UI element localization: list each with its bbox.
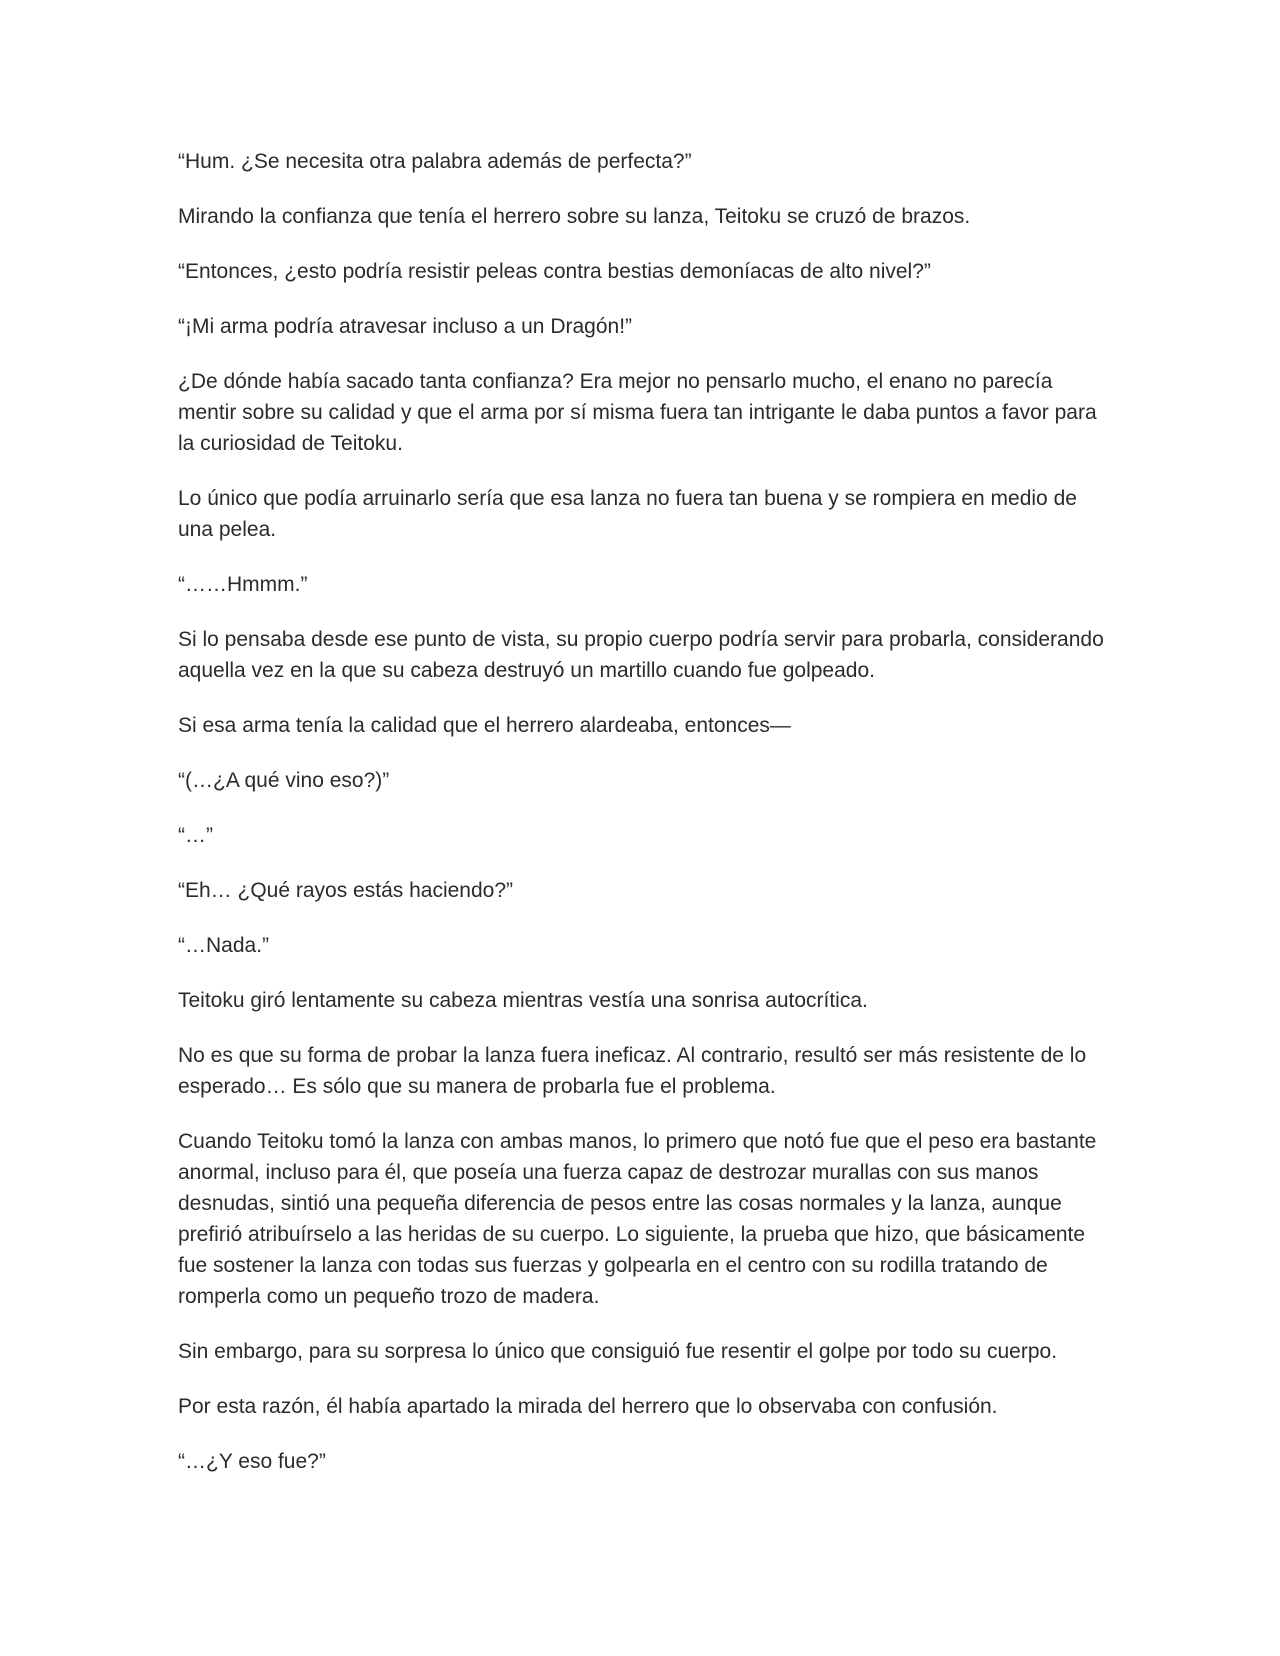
document-body [178,146,1108,1501]
paragraph: “(…¿A qué vino eso?)” [178,769,390,792]
paragraph: “…” [178,824,213,847]
paragraph: “…Nada.” [178,934,270,957]
paragraph: Teitoku giró lentamente su cabeza mientras vestía una sonrisa autocrítica. [178,989,868,1012]
paragraph: “Entonces, ¿esto podría resistir peleas contra bestias demoníacas de alto nivel?” [178,260,931,283]
paragraph: No es que su forma de probar la lanza fuera ineficaz. Al contrario, resultó ser más resistente de lo esperado… Es sólo que su manera de probarla fue el problema. [178,1044,1087,1098]
paragraph: ¿De dónde había sacado tanta confianza? Era mejor no pensarlo mucho, el enano no parecía mentir sobre su calidad y que el arma por sí misma fuera tan intrigante le daba puntos a favor para la curiosidad de Teitoku. [178,370,1097,455]
paragraph: “Hum. ¿Se necesita otra palabra además de perfecta?” [178,150,692,173]
paragraph: Si lo pensaba desde ese punto de vista, su propio cuerpo podría servir para probarla, considerando aquella vez en la que su cabeza destruyó un martillo cuando fue golpeado. [178,628,1104,682]
paragraph: “¡Mi arma podría atravesar incluso a un Dragón!” [178,315,633,338]
paragraph: “Eh… ¿Qué rayos estás haciendo?” [178,879,513,902]
paragraph: Cuando Teitoku tomó la lanza con ambas manos, lo primero que notó fue que el peso era bastante anormal, incluso para él, que poseía una fuerza capaz de destrozar murallas con sus manos desnudas, sintió una pequeña diferencia de pesos entre las cosas normales y la lanza, aunque prefirió atribuírselo a las heridas de su cuerpo. Lo siguiente, la prueba que hizo, que básicamente fue sostener la lanza con todas sus fuerzas y golpearla en el centro con su rodilla tratando de romperla como un pequeño trozo de madera. [178,1130,1097,1308]
paragraph: Lo único que podía arruinarlo sería que esa lanza no fuera tan buena y se rompiera en medio de una pelea. [178,487,1077,541]
paragraph: Mirando la confianza que tenía el herrero sobre su lanza, Teitoku se cruzó de brazos. [178,205,971,228]
paragraph: “…¿Y eso fue?” [178,1450,326,1473]
paragraph: Por esta razón, él había apartado la mirada del herrero que lo observaba con confusión. [178,1395,998,1418]
paragraph: “……Hmmm.” [178,573,308,596]
paragraph: Sin embargo, para su sorpresa lo único que consiguió fue resentir el golpe por todo su cuerpo. [178,1340,1058,1363]
paragraph: Si esa arma tenía la calidad que el herrero alardeaba, entonces— [178,714,791,737]
